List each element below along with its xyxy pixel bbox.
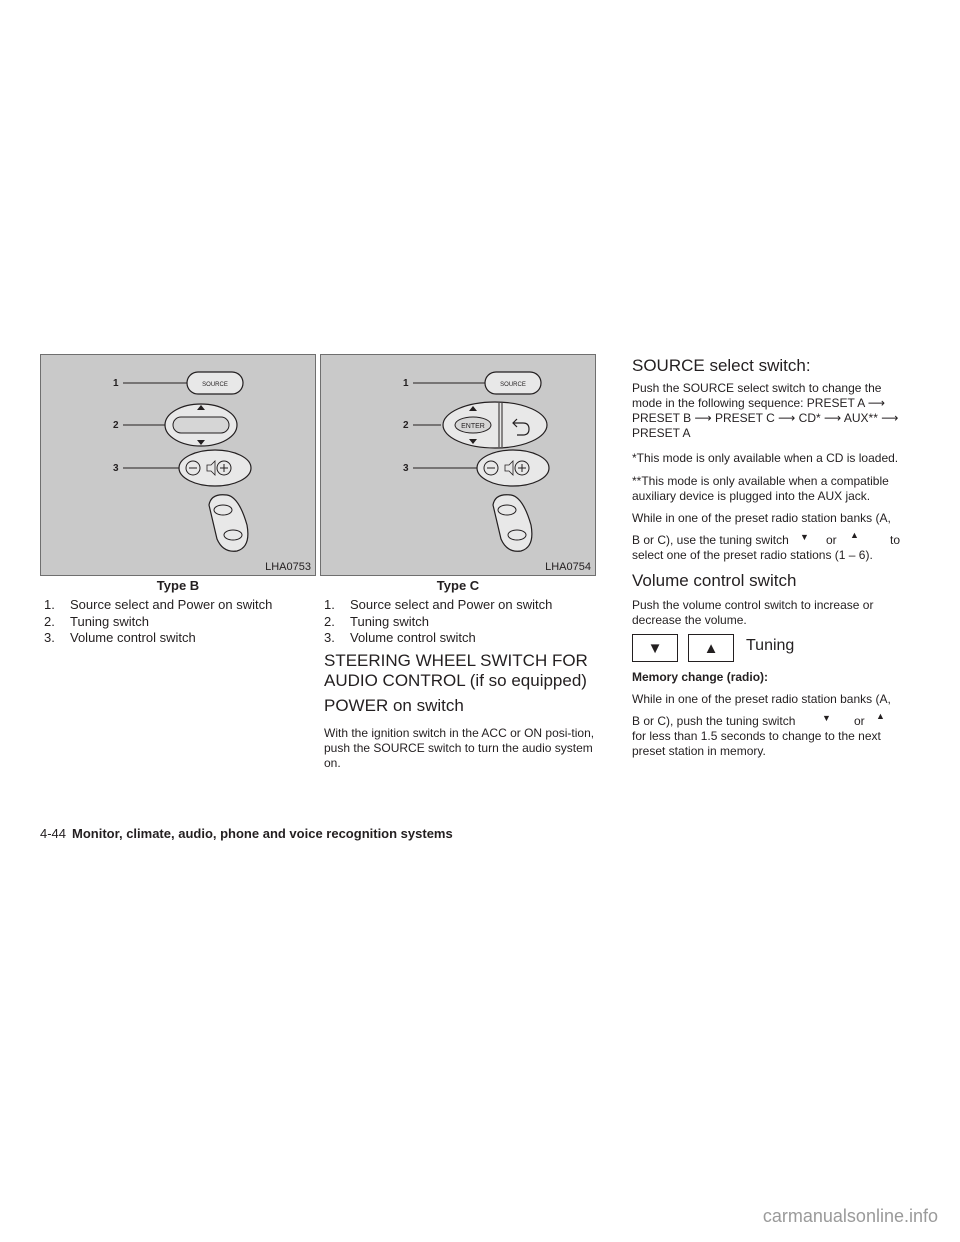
figure-caption: Type B <box>156 578 200 593</box>
page-number: 4-44 <box>40 826 67 841</box>
source-select-heading: SOURCE select switch: <box>632 356 811 375</box>
chapter-title: Monitor, climate, audio, phone and voice recognition systems <box>72 826 453 841</box>
steering-switch-diagram-c <box>321 355 595 575</box>
callout-1: 1 <box>403 378 409 389</box>
up-triangle-icon: ▲ <box>876 711 885 721</box>
memory-heading: Memory change (radio): <box>632 670 769 684</box>
up-triangle-icon: ▲ <box>850 530 859 540</box>
memory-line3: for less than 1.5 seconds to change to the next preset station in memory. <box>632 729 881 758</box>
figure-code: LHA0754 <box>545 561 591 573</box>
callout-2: 2 <box>113 420 119 431</box>
source-tuning-line2: B or C), use the tuning switch ▼ or ▲ to <box>632 530 901 547</box>
figure-type-b <box>40 354 316 576</box>
list-type-b <box>44 597 272 647</box>
figure-type-c <box>320 354 596 576</box>
list-item: 1. Source select and Power on switch <box>44 597 273 612</box>
source-select-body: Push the SOURCE select switch to change the mode in the following sequence: PRESET A ⟶ PRESET B ⟶ PRESET C ⟶ CD* ⟶ AUX** ⟶ PRESET A <box>632 381 899 440</box>
down-triangle-icon: ▼ <box>822 713 831 723</box>
watermark: carmanualsonline.info <box>762 1206 938 1226</box>
power-body: With the ignition switch in the ACC or ON posi-tion, push the SOURCE switch to turn the audio system on. <box>324 726 595 770</box>
source-note-cd: *This mode is only available when a CD is loaded. <box>632 451 899 465</box>
source-tuning-line3: select one of the preset radio stations (1 – 6). <box>632 548 873 562</box>
memory-line1: While in one of the preset radio station banks (A, <box>632 692 891 706</box>
figure-caption: Type C <box>436 578 480 593</box>
source-label: SOURCE <box>202 382 228 388</box>
tuning-heading: Tuning <box>746 637 795 654</box>
source-label: SOURCE <box>500 382 526 388</box>
source-note-aux: **This mode is only available when a compatible auxiliary device is plugged into the AUX jack. <box>632 474 889 503</box>
enter-label: ENTER <box>461 423 485 430</box>
down-triangle-icon: ▼ <box>800 532 809 542</box>
list-type-c <box>324 597 552 647</box>
steering-heading: STEERING WHEEL SWITCH FOR AUDIO CONTROL (if so equipped) <box>324 651 588 690</box>
tuning-down-icon: ▼ <box>632 634 678 662</box>
list-item: 2. Tuning switch <box>44 613 149 629</box>
list-item: 1. Source select and Power on switch <box>324 597 553 612</box>
list-item: 2. Tuning switch <box>324 613 429 629</box>
memory-line2: B or C), push the tuning switch ▼ or ▲ <box>632 711 885 728</box>
volume-body: Push the volume control switch to increase or decrease the volume. <box>632 598 874 627</box>
callout-3: 3 <box>113 463 119 474</box>
list-item: 3. Volume control switch <box>324 630 476 645</box>
steering-switch-diagram-b <box>41 355 315 575</box>
tuning-up-icon: ▲ <box>688 634 734 662</box>
volume-heading: Volume control switch <box>632 571 797 590</box>
source-tuning-line1: While in one of the preset radio station banks (A, <box>632 511 891 525</box>
callout-2: 2 <box>403 420 409 431</box>
figure-code: LHA0753 <box>265 561 311 573</box>
page-footer <box>40 826 453 841</box>
callout-1: 1 <box>113 378 119 389</box>
power-heading: POWER on switch <box>324 696 464 715</box>
callout-3: 3 <box>403 463 409 474</box>
list-item: 3. Volume control switch <box>44 630 196 645</box>
